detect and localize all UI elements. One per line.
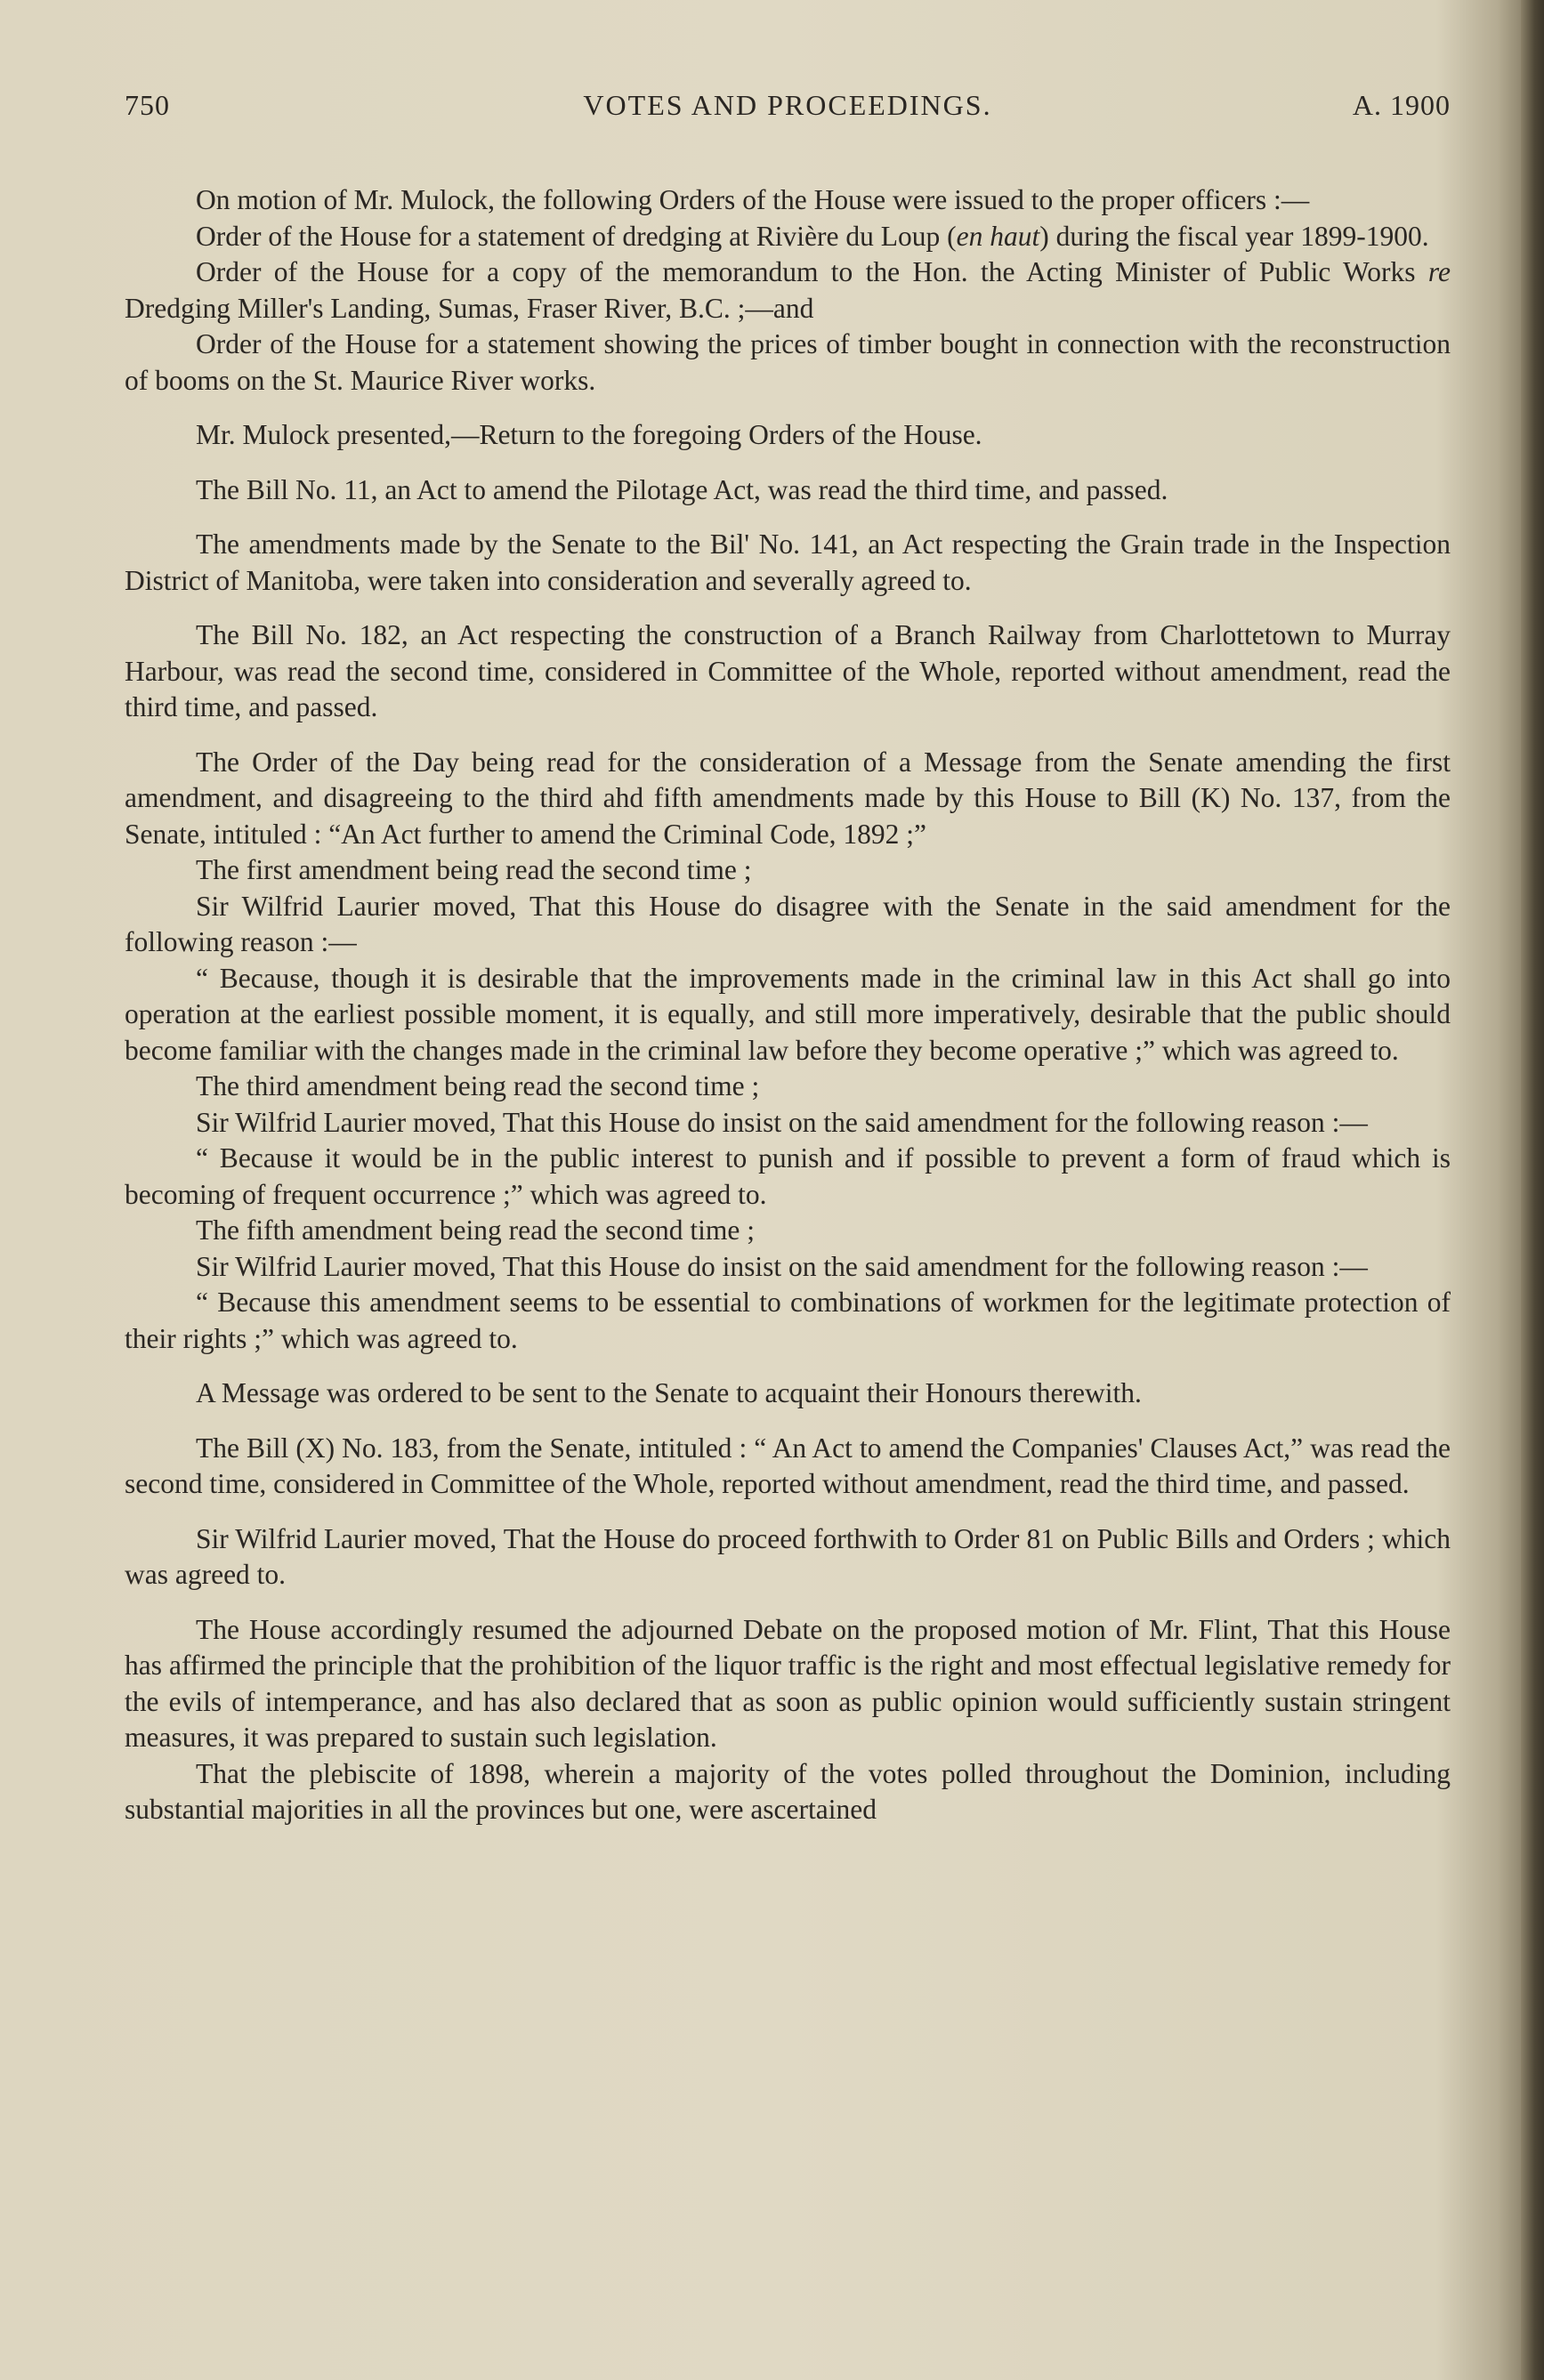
- paragraph-order-timber: Order of the House for a statement showing the prices of timber bought in connection with the reconstruction of booms on the St. Maurice River works.: [125, 328, 1451, 396]
- paragraph-laurier-insist-third: Sir Wilfrid Laurier moved, That this House do insist on the said amendment for the following reason :—: [196, 1106, 1368, 1138]
- page-body: [125, 182, 1451, 1828]
- paragraph-flint-debate: The House accordingly resumed the adjourned Debate on the proposed motion of Mr. Flint, That this House has affirmed the principle that the prohibition of the liquor traffic is the right and most effectual legislative remedy for the evils of intemperance, and has also declared that as soon as public opinion would sufficiently sustain stringent measures, it was prepared to sustain such legislation.: [125, 1613, 1451, 1753]
- paragraph-bill-141: The amendments made by the Senate to the Bil' No. 141, an Act respecting the Grain trade in the Inspection District of Manitoba, were taken into consideration and severally agreed to.: [125, 528, 1451, 596]
- paragraph-plebiscite: That the plebiscite of 1898, wherein a majority of the votes polled throughout the Dominion, including substantial majorities in all the provinces but one, were ascertained: [125, 1757, 1451, 1825]
- paragraph-order-of-day: The Order of the Day being read for the consideration of a Message from the Senate amending the first amendment, and disagreeing to the third ahd fifth amendments made by this House to Bill (K) No. 137, from the Senate, intituled : “An Act further to amend the Criminal Code, 1892 ;”: [125, 746, 1451, 850]
- paragraph-reason-one: “ Because, though it is desirable that the improvements made in the criminal law in this Act shall go into operation at the earliest possible moment, it is equally, and still more imperatively, desirable that the public should become familiar with the changes made in the criminal law before they become operative ;” which was agreed to.: [125, 962, 1451, 1066]
- paragraph-laurier-disagree: Sir Wilfrid Laurier moved, That this House do disagree with the Senate in the said amendment for the following reason :—: [125, 890, 1451, 957]
- paragraph-reason-three: “ Because this amendment seems to be essential to combinations of workmen for the legitimate protection of their rights ;” which was agreed to.: [125, 1287, 1451, 1354]
- session-year: A. 1900: [1352, 89, 1451, 121]
- paragraph-bill-183: The Bill (X) No. 183, from the Senate, intituled : “ An Act to amend the Companies' Clauses Act,” was read the second time, considered in Committee of the Whole, reported without amendment, read the third time, and passed.: [125, 1432, 1451, 1499]
- paragraph-third-amendment: The third amendment being read the second time ;: [196, 1070, 760, 1101]
- paragraph-bill-11: The Bill No. 11, an Act to amend the Pilotage Act, was read the third time, and passed.: [196, 473, 1168, 505]
- paragraph-bill-182: The Bill No. 182, an Act respecting the construction of a Branch Railway from Charlottetown to Murray Harbour, was read the second time, considered in Committee of the Whole, reported without amendment, read the third time, and passed.: [125, 619, 1451, 722]
- paragraph-reason-two: “ Because it would be in the public interest to punish and if possible to prevent a form of fraud which is becoming of frequent occurrence ;” which was agreed to.: [125, 1142, 1451, 1210]
- page-header: [125, 89, 1451, 133]
- paragraph-proceed-order-81: Sir Wilfrid Laurier moved, That the House do proceed forthwith to Order 81 on Public Bills and Orders ; which was agreed to.: [125, 1522, 1451, 1590]
- paragraph-order-memorandum: Order of the House for a copy of the memorandum to the Hon. the Acting Minister of Public Works re Dredging Miller's Landing, Sumas, Fraser River, B.C. ;—and: [125, 256, 1451, 324]
- book-spine-shadow: [1521, 0, 1544, 2380]
- page-number: 750: [125, 89, 170, 121]
- paragraph-return-presented: Mr. Mulock presented,—Return to the foregoing Orders of the House.: [196, 419, 982, 450]
- running-title: VOTES AND PROCEEDINGS.: [583, 89, 992, 121]
- paragraph-message-senate: A Message was ordered to be sent to the Senate to acquaint their Honours therewith.: [196, 1377, 1142, 1408]
- paragraph-first-amendment: The first amendment being read the second time ;: [196, 854, 752, 885]
- paragraph-mulock-motion: On motion of Mr. Mulock, the following Orders of the House were issued to the proper officers :—: [196, 184, 1310, 215]
- paragraph-laurier-insist-fifth: Sir Wilfrid Laurier moved, That this House do insist on the said amendment for the following reason :—: [196, 1250, 1368, 1282]
- paragraph-fifth-amendment: The fifth amendment being read the second time ;: [196, 1214, 756, 1246]
- paragraph-order-dredging: Order of the House for a statement of dredging at Rivière du Loup (en haut) during the fiscal year 1899-1900.: [196, 220, 1429, 252]
